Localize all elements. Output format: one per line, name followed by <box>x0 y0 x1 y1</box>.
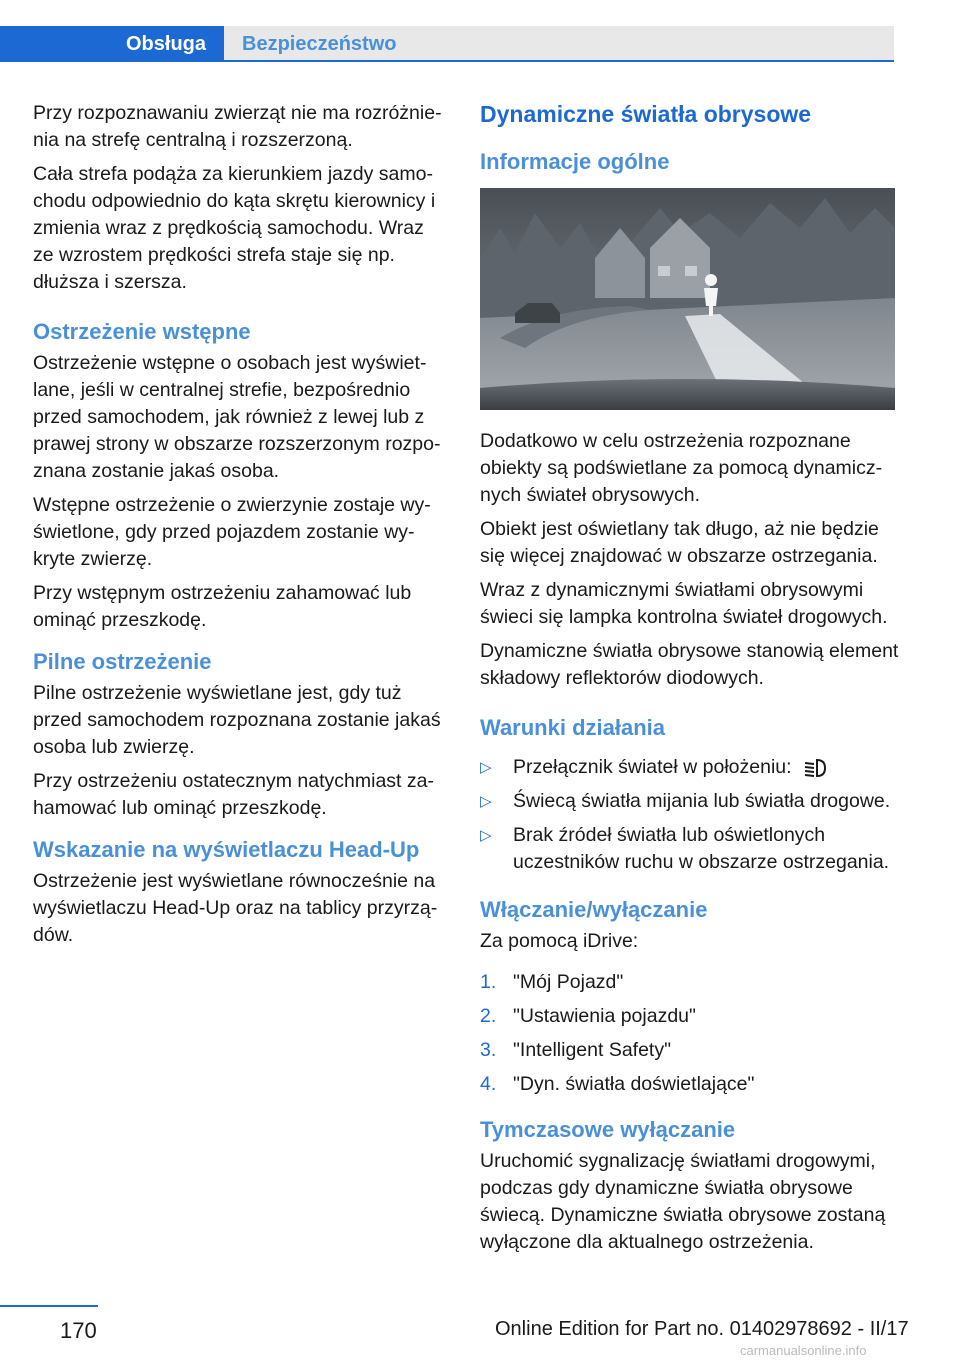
section-heading: Informacje ogólne <box>480 149 670 174</box>
step-number: 3. <box>480 1039 497 1061</box>
right-column <box>480 100 900 1263</box>
section-pre-warning <box>33 318 448 634</box>
list-item <box>480 969 900 996</box>
list-item-text: Brak źródeł światła lub oświetlonych uczestników ruchu w obszarze ostrzegania. <box>513 824 890 873</box>
section-paragraph: Obiekt jest oświetlany tak długo, aż nie będzie się więcej znajdować w obszarze ostrzegania. <box>480 518 879 567</box>
intro-paragraph: Cała strefa podąża za kierunkiem jazdy samochodu odpowiednio do kąta skrętu kierownicy i zmienia wraz z prędkością samochodu. Wraz ze wzrostem prędkości strefa staje się np. dłuższa i szersza. <box>33 163 436 293</box>
step-text: "Intelligent Safety" <box>513 1039 672 1061</box>
triangle-bullet-icon: ▷ <box>480 827 492 844</box>
section-heading: Tymczasowe wyłączanie <box>480 1117 736 1142</box>
list-item-text: Przełącznik świateł w położeniu: <box>513 756 792 778</box>
triangle-bullet-icon: ▷ <box>480 759 492 776</box>
section-paragraph: Dynamiczne światła obrysowe stanowią element składowy reflektorów diodowych. <box>480 640 899 689</box>
list-item <box>480 1037 900 1064</box>
steps-list <box>480 969 900 1098</box>
header-rule <box>224 60 894 62</box>
edition-text: Online Edition for Part no. 01402978692 - II/17 <box>495 1318 909 1340</box>
section-heading: Ostrzeżenie wstępne <box>33 319 251 344</box>
step-text: "Mój Pojazd" <box>513 971 624 993</box>
section-paragraph: Uruchomić sygnalizację światłami drogowymi, podczas gdy dynamiczne światła obrysowe świecą. Dynamiczne światła obrysowe zostaną wyłączone dla aktualnego ostrzeżenia. <box>480 1150 886 1253</box>
list-item <box>480 788 900 815</box>
section-heading: Warunki działania <box>480 715 666 740</box>
list-item <box>480 1003 900 1030</box>
page-number: 170 <box>60 1318 97 1343</box>
step-text: "Dyn. światła doświetlające" <box>513 1073 755 1095</box>
section-paragraph: Pilne ostrzeżenie wyświetlane jest, gdy tuż przed samochodem rozpoznana zostanie jakaś osoba lub zwierzę. <box>33 682 441 758</box>
section-paragraph: Wstępne ostrzeżenie o zwierzynie zostaje wyświetlone, gdy przed pojazdem zostanie wykryte zwierzę. <box>33 494 431 570</box>
conditions-list <box>480 754 900 876</box>
section-paragraph: Wraz z dynamicznymi światłami obrysowymi świeci się lampka kontrolna świateł drogowych. <box>480 579 888 628</box>
section-paragraph: Ostrzeżenie wstępne o osobach jest wyświetlane, jeśli w centralnej strefie, bezpośrednio przed samochodem, jak również z lewej lub z prawej strony w obszarze rozszerzonym rozpoznana zostanie jakaś osoba. <box>33 352 441 482</box>
watermark: carmanualsonline.info <box>740 1343 867 1358</box>
section-head-up <box>33 836 448 949</box>
headlight-illustration <box>480 188 895 410</box>
section-heading: Wskazanie na wyświetlaczu Head-Up <box>33 837 420 862</box>
intro-paragraph: Przy rozpoznawaniu zwierząt nie ma rozróżnienia na strefę centralną i rozszerzoną. <box>33 102 442 151</box>
section-heading: Włączanie/wyłączanie <box>480 897 708 922</box>
section-temporary-off <box>480 1116 900 1256</box>
section-conditions <box>480 714 900 876</box>
footer-rule <box>0 1305 98 1307</box>
section-paragraph: Dodatkowo w celu ostrzeżenia rozpoznane obiekty są podświetlane za pomocą dynamicznych świateł obrysowych. <box>480 430 883 506</box>
section-urgent-warning <box>33 648 448 822</box>
list-item-text: Świecą światła mijania lub światła drogowe. <box>513 790 891 812</box>
list-item <box>480 1071 900 1098</box>
section-paragraph: Ostrzeżenie jest wyświetlane równocześnie na wyświetlaczu Head-Up oraz na tablicy przyrządów. <box>33 870 438 946</box>
list-item <box>480 754 900 781</box>
left-column <box>33 100 448 956</box>
section-paragraph: Przy ostrzeżeniu ostatecznym natychmiast zahamować lub ominąć przeszkodę. <box>33 770 434 819</box>
step-number: 4. <box>480 1073 497 1095</box>
section-paragraph: Za pomocą iDrive: <box>480 930 639 952</box>
section-heading: Pilne ostrzeżenie <box>33 649 212 674</box>
header-tabs <box>0 0 960 64</box>
list-item <box>480 822 900 876</box>
tab-bezpieczenstwo[interactable]: Bezpieczeństwo <box>224 26 894 62</box>
triangle-bullet-icon: ▷ <box>480 793 492 810</box>
automatic-headlight-icon <box>803 757 829 779</box>
step-text: "Ustawienia pojazdu" <box>513 1005 696 1027</box>
chapter-title: Dynamiczne światła obrysowe <box>480 101 812 127</box>
step-number: 1. <box>480 971 497 993</box>
section-on-off <box>480 896 900 1098</box>
step-number: 2. <box>480 1005 497 1027</box>
tab-obsluga[interactable]: Obsługa <box>0 26 224 62</box>
section-paragraph: Przy wstępnym ostrzeżeniu zahamować lub ominąć przeszkodę. <box>33 582 412 631</box>
